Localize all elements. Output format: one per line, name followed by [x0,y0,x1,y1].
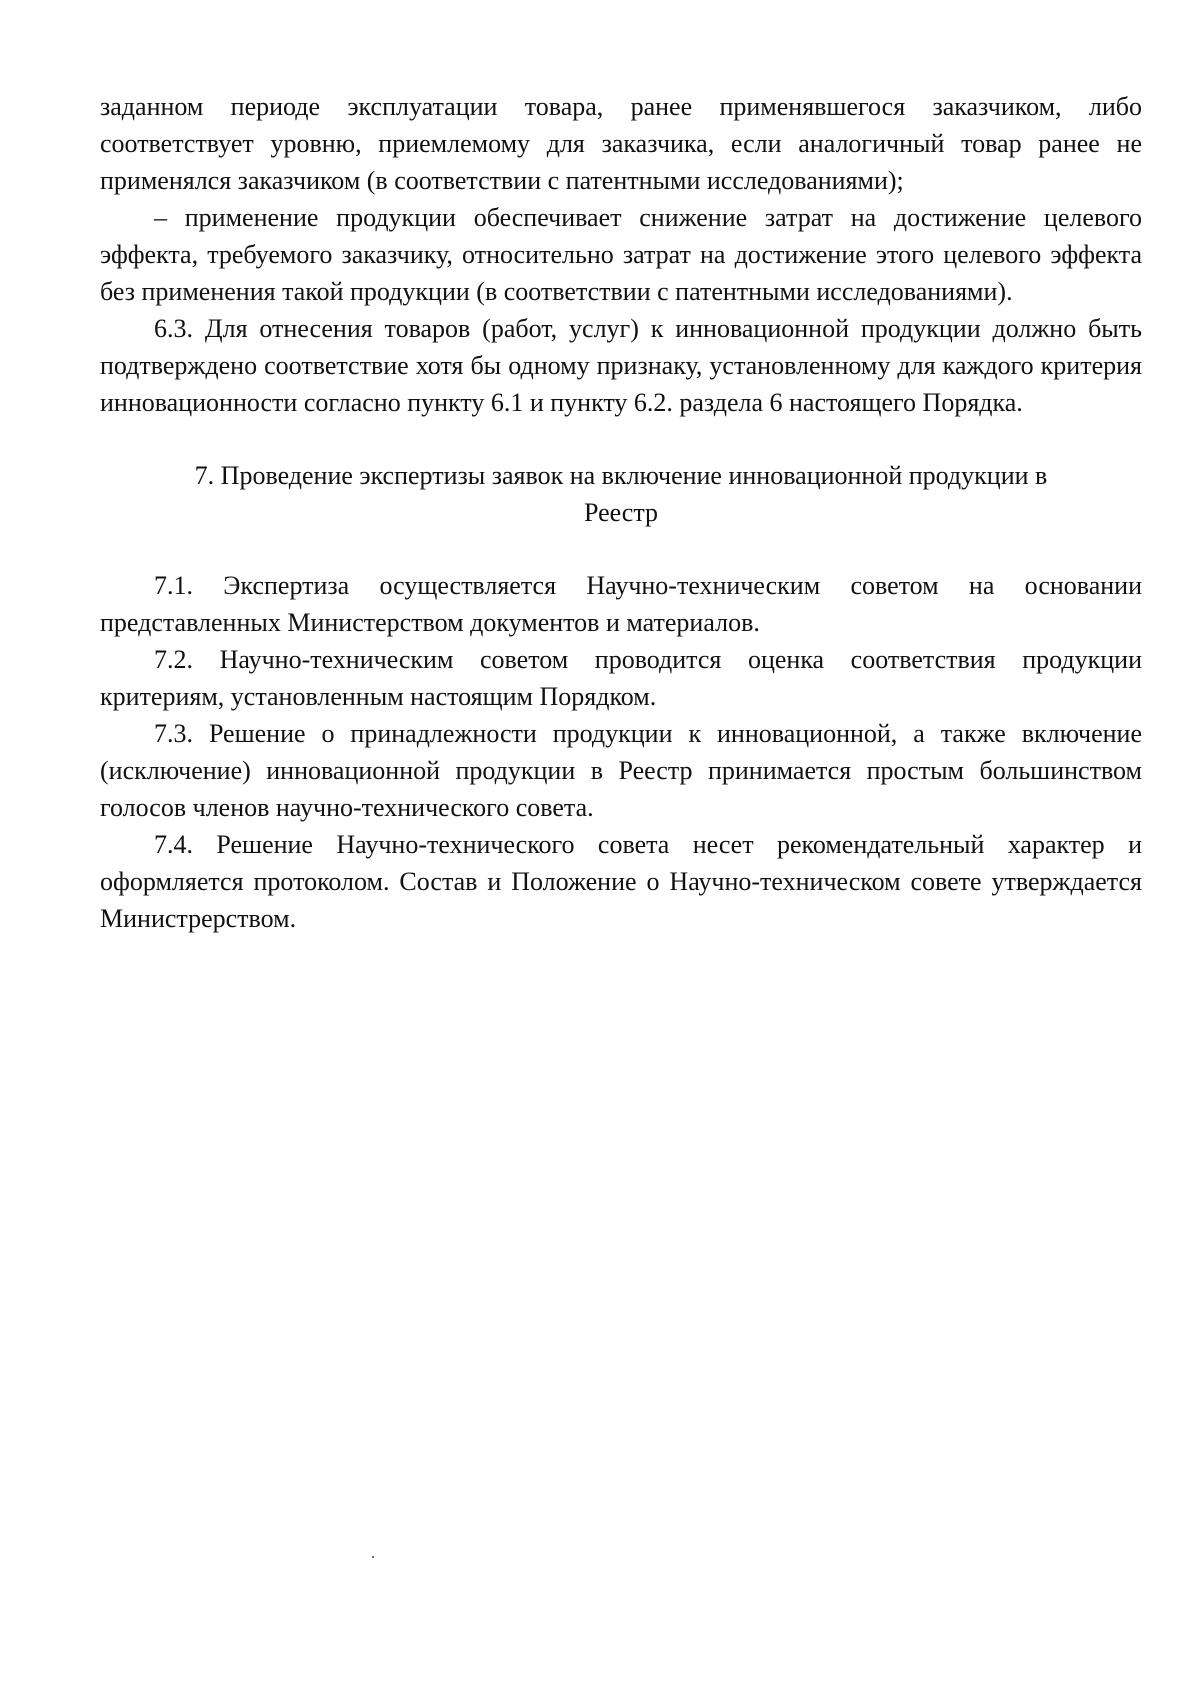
scan-speck [372,1556,374,1558]
section-7-heading [100,457,1142,531]
document-body [100,88,1142,937]
section-7-heading-line1: 7. Проведение экспертизы заявок на включение инновационной продукции в [194,461,1048,490]
paragraph-7-3: 7.3. Решение о принадлежности продукции к инновационной, а также включение (исключение) инновационной продукции в Реестр принимается простым большинством голосов членов научно-технического совета. [100,719,1142,822]
paragraph-6-3: 6.3. Для отнесения товаров (работ, услуг) к инновационной продукции должно быть подтверждено соответствие хотя бы одному признаку, установленному для каждого критерия инновационности согласно пункту 6.1 и пункту 6.2. раздела 6 настоящего Порядка. [100,314,1142,417]
paragraph-7-2: 7.2. Научно-техническим советом проводится оценка соответствия продукции критериям, установленным настоящим Порядком. [100,645,1142,711]
section-7-heading-line2: Реестр [583,498,659,527]
paragraph-cost-reduction: – применение продукции обеспечивает снижение затрат на достижение целевого эффекта, требуемого заказчику, относительно затрат на достижение этого целевого эффекта без применения такой продукции (в соответствии с патентными исследованиями). [100,203,1142,306]
paragraph-criteria-continuation: заданном периоде эксплуатации товара, ранее применявшегося заказчиком, либо соответствует уровню, приемлемому для заказчика, если аналогичный товар ранее не применялся заказчиком (в соответствии с патентными исследованиями); [100,92,1142,195]
paragraph-7-4: 7.4. Решение Научно-технического совета несет рекомендательный характер и оформляется протоколом. Состав и Положение о Научно-техническом совете утверждается Министрерством. [100,830,1142,933]
paragraph-7-1: 7.1. Экспертиза осуществляется Научно-техническим советом на основании представленных Министерством документов и материалов. [100,571,1142,637]
